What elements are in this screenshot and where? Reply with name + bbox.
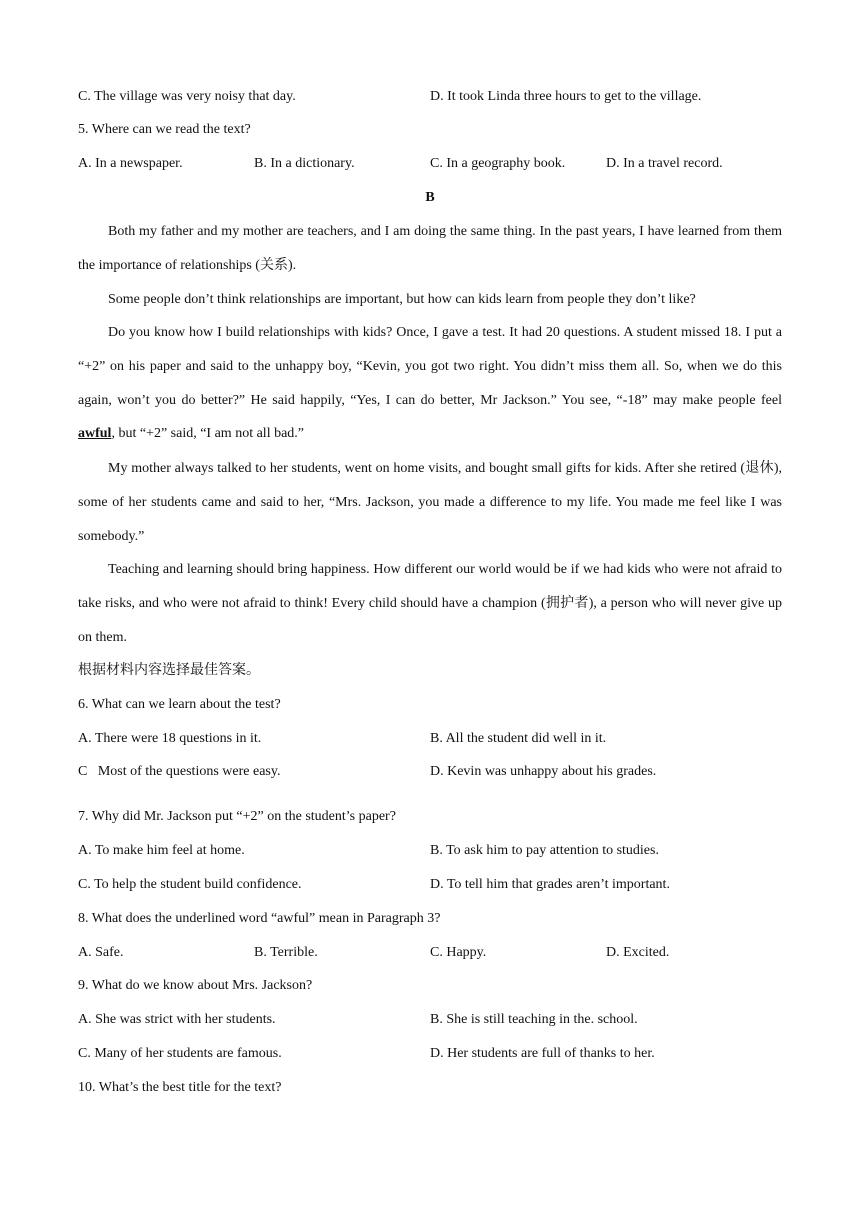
paragraph-4-text: My mother always talked to her students, went on home visits, and bought small gifts for kids. After she retired (退休), some of her students came and said to her, “Mrs. Jackson, you made a difference to my life. You made me feel like I was somebody.” (78, 461, 782, 544)
q4-option-c: C. The village was very noisy that day. (78, 89, 296, 104)
q9-stem: 9. What do we know about Mrs. Jackson? (78, 978, 313, 993)
q5-option-c: C. In a geography book. (430, 156, 566, 171)
q8-option-c: C. Happy. (430, 945, 487, 960)
passage-paragraph-2 (78, 283, 782, 317)
q7-option-d: D. To tell him that grades aren’t important. (430, 877, 670, 892)
q6-option-a: A. There were 18 questions in it. (78, 731, 262, 746)
q5-option-a: A. In a newspaper. (78, 156, 183, 171)
section-heading: B (425, 190, 435, 205)
q5-option-b: B. In a dictionary. (254, 156, 355, 171)
q9-option-c: C. Many of her students are famous. (78, 1046, 282, 1061)
q9-option-a: A. She was strict with her students. (78, 1012, 276, 1027)
passage-paragraph-5 (78, 553, 782, 654)
q7-option-a: A. To make him feel at home. (78, 843, 245, 858)
q8-option-d: D. Excited. (606, 945, 670, 960)
passage-paragraph-4 (78, 452, 782, 553)
paragraph-2-text: Some people don’t think relationships are important, but how can kids learn from people they don’t like? (108, 292, 696, 307)
q7-option-b: B. To ask him to pay attention to studies. (430, 843, 659, 858)
q6-stem: 6. What can we learn about the test? (78, 697, 281, 712)
q5-stem: 5. Where can we read the text? (78, 122, 251, 137)
q6-option-d: D. Kevin was unhappy about his grades. (430, 764, 657, 779)
paragraph-5-text: Teaching and learning should bring happiness. How different our world would be if we had kids who were not afraid to take risks, and who were not afraid to think! Every child should have a champion (拥护者), a person who will never give up on them. (78, 562, 782, 645)
q6-option-c: C Most of the questions were easy. (78, 764, 281, 779)
q8-stem: 8. What does the underlined word “awful” mean in Paragraph 3? (78, 911, 441, 926)
q8-option-a: A. Safe. (78, 945, 124, 960)
q10-stem: 10. What’s the best title for the text? (78, 1080, 282, 1095)
q7-option-c: C. To help the student build confidence. (78, 877, 302, 892)
passage-paragraph-3 (78, 316, 782, 451)
q7-stem: 7. Why did Mr. Jackson put “+2” on the student’s paper? (78, 809, 396, 824)
q9-option-b: B. She is still teaching in the. school. (430, 1012, 638, 1027)
q4-option-d: D. It took Linda three hours to get to the village. (430, 89, 702, 104)
q6-option-b: B. All the student did well in it. (430, 731, 607, 746)
paragraph-3-text-after: , but “+2” said, “I am not all bad.” (111, 426, 305, 442)
paragraph-1-text: Both my father and my mother are teachers, and I am doing the same thing. In the past years, I have learned from them the importance of relationships (关系). (78, 224, 782, 273)
q9-option-d: D. Her students are full of thanks to her. (430, 1046, 655, 1061)
paragraph-3-text-before: Do you know how I build relationships with kids? Once, I gave a test. It had 20 questions. A student missed 18. I put a “+2” on his paper and said to the unhappy boy, “Kevin, you got two right. You didn’t miss them all. So, when we do this again, won’t you do better?” He said happily, “Yes, I can do better, Mr Jackson.” You see, “-18” may make people feel (78, 325, 782, 408)
passage-paragraph-1 (78, 215, 782, 283)
q8-option-b: B. Terrible. (254, 945, 318, 960)
underlined-word: awful (78, 426, 112, 442)
instruction-text: 根据材料内容选择最佳答案。 (78, 663, 260, 678)
q5-option-d: D. In a travel record. (606, 156, 723, 171)
